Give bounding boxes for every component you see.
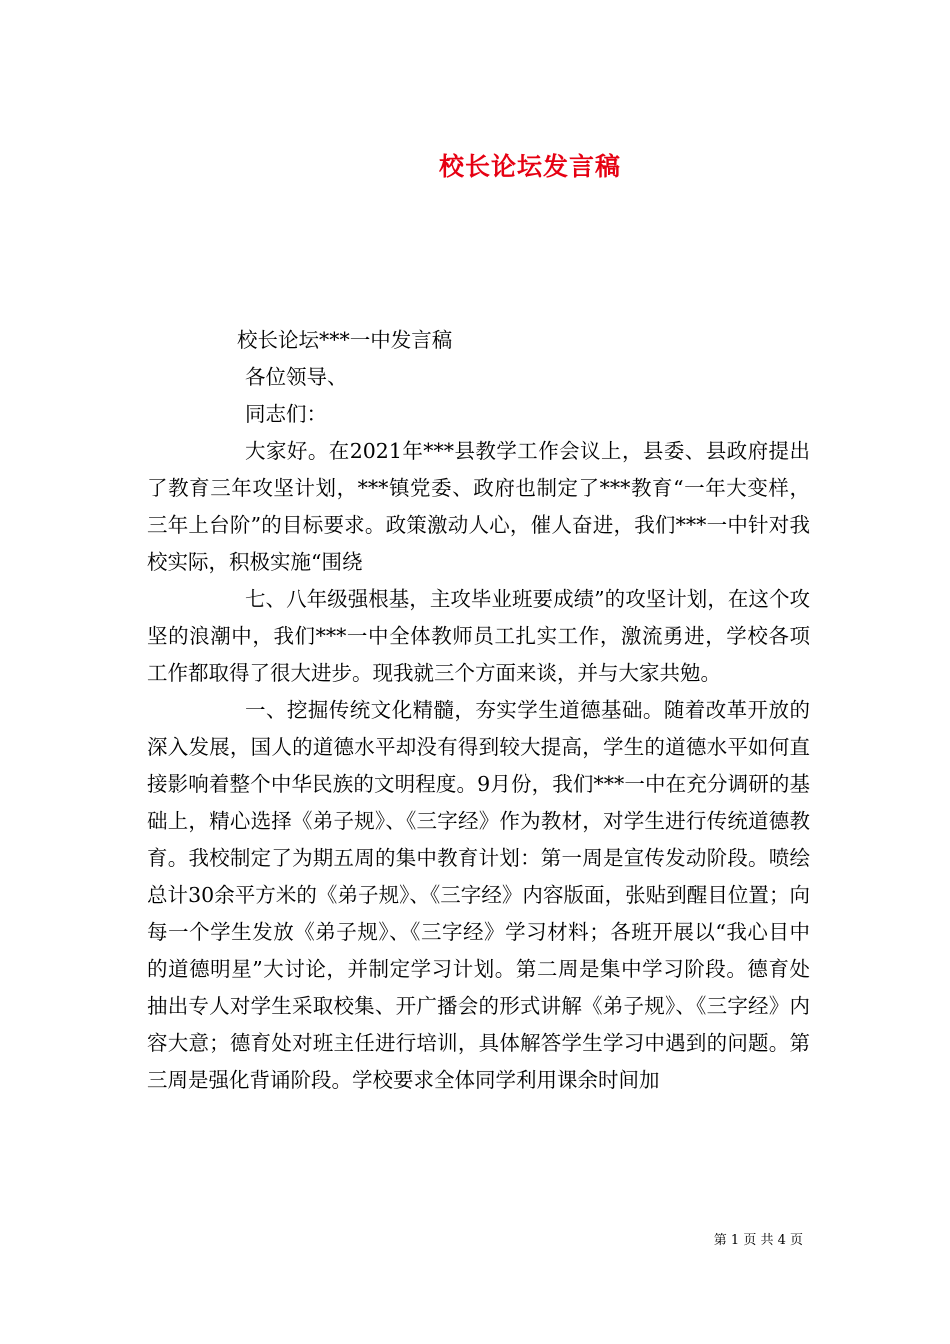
paragraph-section-one: 一、挖掘传统文化精髓，夯实学生道德基础。随着改革开放的深入发展，国人的道德水平却没有得到较大提高，学生的道德水平如何直接影响着整个中华民族的文明程度。9月份，我们***一中在充分调研的基础上，精心选择《弟子规》、《三字经》作为教材，对学生进行传统道德教育。我校制定了为期五周的集中教育计划：第一周是宣传发动阶段。喷绘总计30余平方米的《弟子规》、《三字经》内容版面，张贴到醒目位置；向每一个学生发放《弟子规》、《三字经》学习材料；各班开展以“我心目中的道德明星”大讨论，并制定学习计划。第二周是集中学习阶段。德育处抽出专人对学生采取校集、开广播会的形式讲解《弟子规》、《三字经》内容大意；德育处对班主任进行培训，具体解答学生学习中遇到的问题。第三周是强化背诵阶段。学校要求全体同学利用课余时间加 [147, 698, 810, 1092]
page-number: 第 1 页 共 4 页 [713, 1233, 803, 1248]
paragraph-greeting: 大家好。在2021年***县教学工作会议上，县委、县政府提出了教育三年攻坚计划，***镇党委、政府也制定了***教育“一年大变样，三年上台阶”的目标要求。政策激动人心，催人奋进，我们***一中针对我校实际，积极实施“围绕 [147, 439, 810, 574]
salutation-comrades: 同志们： [245, 402, 327, 426]
salutation-leaders: 各位领导、 [245, 365, 348, 389]
paragraph-plan: 七、八年级强根基，主攻毕业班要成绩”的攻坚计划，在这个攻坚的浪潮中，我们***一中全体教师员工扎实工作，激流勇进，学校各项工作都取得了很大进步。现我就三个方面来谈，并与大家共勉。 [147, 587, 810, 685]
document-title: 校长论坛发言稿 [438, 151, 621, 181]
document-body [147, 322, 810, 1099]
document-subtitle: 校长论坛***一中发言稿 [237, 328, 453, 352]
